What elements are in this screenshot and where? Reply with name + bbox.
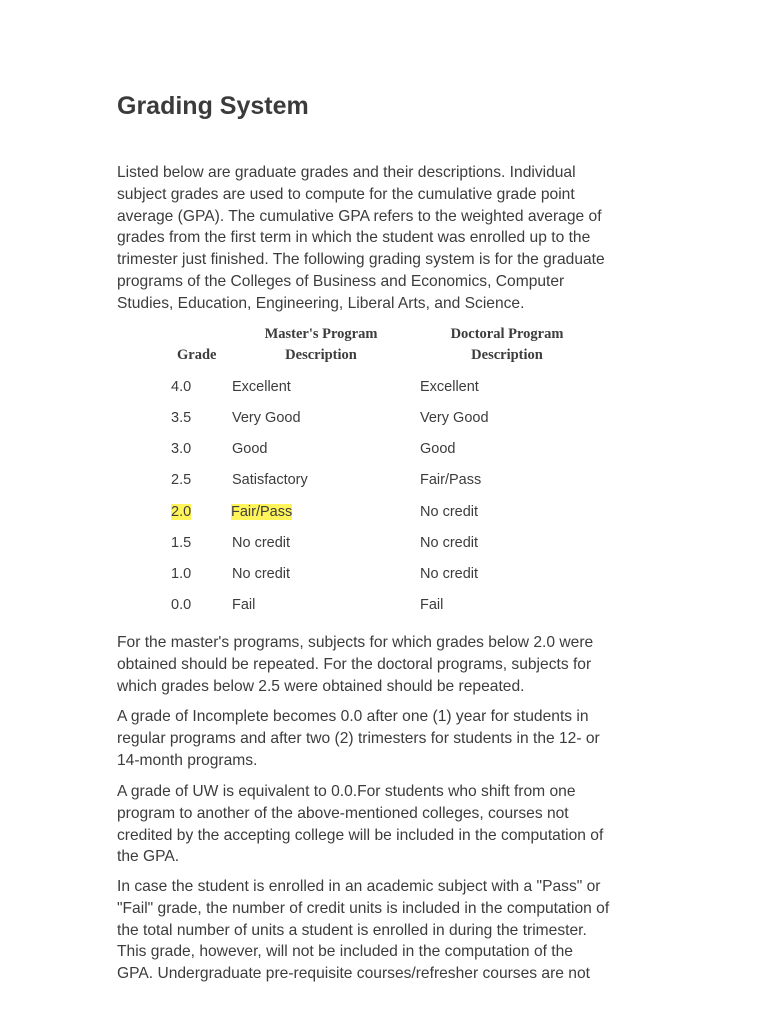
masters-desc-cell: Satisfactory	[232, 472, 308, 488]
doctoral-desc-cell: No credit	[420, 504, 479, 520]
doctoral-desc-cell: No credit	[420, 535, 479, 551]
grade-cell-highlighted: 2.0	[171, 504, 192, 520]
paragraph-line: A grade of Incomplete becomes 0.0 after one (1) year for students in	[117, 708, 589, 725]
intro-line: Listed below are graduate grades and their descriptions. Individual	[117, 164, 576, 181]
paragraph-line: credited by the accepting college will be included in the computation of	[117, 826, 604, 844]
intro-line: programs of the Colleges of Business and Economics, Computer	[117, 272, 565, 290]
doctoral-desc-cell: Very Good	[420, 410, 489, 426]
paragraph-line: regular programs and after two (2) trimesters for students in the 12- or	[117, 729, 600, 747]
masters-desc-cell: Fail	[232, 597, 256, 613]
paragraph-line: 14-month programs.	[117, 751, 258, 769]
doctoral-column-subheader: Description	[471, 347, 543, 363]
paragraph-line: the total number of units a student is enrolled in during the trimester.	[117, 921, 587, 939]
intro-line: subject grades are used to compute for the cumulative grade point	[117, 185, 575, 203]
incomplete-policy-paragraph	[117, 706, 652, 771]
paragraph-line: GPA. Undergraduate pre-requisite courses/refresher courses are not	[117, 965, 590, 983]
doctoral-desc-cell: Fair/Pass	[420, 472, 482, 488]
paragraph-line: the GPA.	[117, 848, 180, 866]
masters-column-header: Master's Program	[264, 326, 378, 342]
grade-cell: 4.0	[171, 379, 192, 395]
paragraph-line: which grades below 2.5 were obtained should be repeated.	[117, 677, 525, 695]
masters-desc-cell: No credit	[232, 535, 291, 551]
doctoral-desc-cell: No credit	[420, 566, 479, 582]
paragraph-line: For the master's programs, subjects for which grades below 2.0 were	[117, 634, 594, 651]
grade-cell: 2.5	[171, 472, 192, 488]
pass-fail-policy-paragraph	[117, 876, 652, 985]
masters-desc-cell: Good	[232, 441, 268, 457]
grade-cell: 3.0	[171, 441, 192, 457]
masters-desc-cell: Very Good	[232, 410, 301, 426]
grade-cell: 0.0	[171, 597, 192, 613]
grade-column-header: Grade	[177, 347, 217, 363]
uw-policy-paragraph	[117, 781, 652, 868]
paragraph-line: program to another of the above-mentioned colleges, courses not	[117, 804, 569, 822]
intro-paragraph	[117, 162, 652, 315]
masters-column-subheader: Description	[285, 347, 357, 363]
doctoral-desc-cell: Good	[420, 441, 456, 457]
intro-line: average (GPA). The cumulative GPA refers to the weighted average of	[117, 207, 602, 225]
intro-line: Studies, Education, Engineering, Liberal Arts, and Science.	[117, 294, 525, 312]
repeat-policy-paragraph	[117, 632, 652, 697]
intro-line: trimester just finished. The following grading system is for the graduate	[117, 251, 605, 269]
grade-cell: 3.5	[171, 410, 192, 426]
intro-line: grades from the first term in which the student was enrolled up to the	[117, 229, 591, 247]
grade-cell: 1.0	[171, 566, 192, 582]
paragraph-line: In case the student is enrolled in an academic subject with a "Pass" or	[117, 878, 601, 895]
masters-desc-cell: No credit	[232, 566, 291, 582]
grade-cell: 1.5	[171, 535, 192, 551]
doctoral-column-header: Doctoral Program	[450, 326, 564, 342]
paragraph-line: "Fail" grade, the number of credit units is included in the computation of	[117, 899, 610, 917]
paragraph-line: A grade of UW is equivalent to 0.0.For students who shift from one	[117, 783, 576, 800]
paragraph-line: This grade, however, will not be included in the computation of the	[117, 943, 573, 961]
doctoral-desc-cell: Fail	[420, 597, 444, 613]
masters-desc-cell: Excellent	[232, 379, 291, 395]
page-title: Grading System	[117, 92, 309, 120]
paragraph-line: obtained should be repeated. For the doctoral programs, subjects for	[117, 655, 592, 673]
masters-desc-cell-highlighted: Fair/Pass	[231, 504, 293, 520]
doctoral-desc-cell: Excellent	[420, 379, 479, 395]
